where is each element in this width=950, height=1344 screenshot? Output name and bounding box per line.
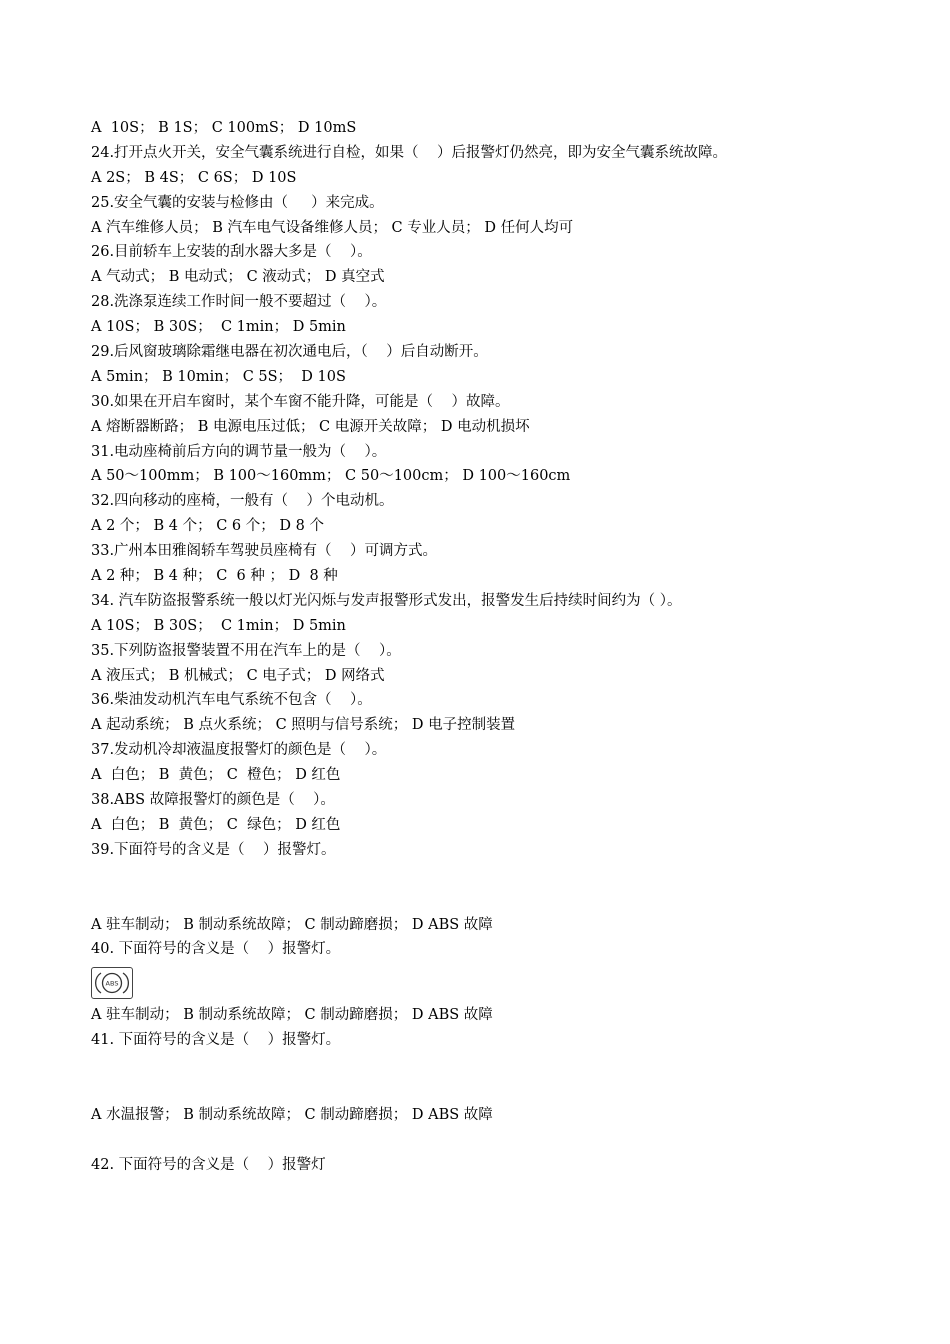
q40-options: A 驻车制动； B 制动系统故障； C 制动蹄磨损； D ABS 故障	[91, 1007, 493, 1024]
blank-space-q39-image	[91, 863, 910, 913]
text-line: 31.电动座椅前后方向的调节量一般为（ ）。	[91, 443, 387, 460]
text-line: 24.打开点火开关，安全气囊系统进行自检，如果（ ）后报警灯仍然亮，即为安全气囊系统故障。	[91, 144, 727, 161]
q42-question: 42. 下面符号的含义是（ ）报警灯	[91, 1156, 326, 1173]
text-line: A 2 种； B 4 种； C 6 种 ； D 8 种	[91, 568, 338, 585]
text-line: A 白色； B 黄色； C 绿色； D 红色	[91, 816, 341, 833]
options-line: A 10S； B 1S； C 100mS； D 10mS	[91, 120, 357, 136]
blank-space-q41-image	[91, 1053, 910, 1103]
q41-question: 41. 下面符号的含义是（ ）报警灯。	[91, 1032, 341, 1049]
text-line: 29.后风窗玻璃除霜继电器在初次通电后，（ ）后自动断开。	[91, 344, 488, 361]
text-line: 35.下列防盗报警装置不用在汽车上的是（ ）。	[91, 642, 401, 659]
text-line: 33.广州本田雅阁轿车驾驶员座椅有（ ）可调方式。	[91, 543, 437, 560]
text-line: 25.安全气囊的安装与检修由（ ）来完成。	[91, 194, 384, 211]
text-line: A 熔断器断路； B 电源电压过低； C 电源开关故障； D 电动机损坏	[91, 418, 530, 435]
text-line: 39.下面符号的含义是（ ）报警灯。	[91, 841, 336, 858]
abs-warning-icon	[91, 967, 133, 999]
text-line: A 汽车维修人员； B 汽车电气设备维修人员； C 专业人员； D 任何人均可	[91, 219, 574, 236]
q40-icon-row	[91, 962, 910, 1003]
text-line: 34. 汽车防盗报警系统一般以灯光闪烁与发声报警形式发出，报警发生后持续时间约为（ ）。	[91, 592, 682, 609]
text-line: A 2 个； B 4 个； C 6 个； D 8 个	[91, 518, 324, 535]
text-line: 38.ABS 故障报警灯的颜色是（ ）。	[91, 792, 335, 809]
q39-options: A 驻车制动； B 制动系统故障； C 制动蹄磨损； D ABS 故障	[91, 916, 493, 933]
text-line: A 10S； B 30S； C 1min； D 5min	[91, 617, 346, 634]
document-page	[91, 116, 910, 1178]
text-line: A 气动式； B 电动式； C 液动式； D 真空式	[91, 269, 385, 286]
abs-icon-label: ABS	[105, 979, 119, 988]
text-line: 36.柴油发动机汽车电气系统不包含（ ）。	[91, 692, 372, 709]
text-line: A 液压式； B 机械式； C 电子式； D 网络式	[91, 667, 385, 684]
q41-options: A 水温报警； B 制动系统故障； C 制动蹄磨损； D ABS 故障	[91, 1106, 493, 1123]
text-line: 26.目前轿车上安装的刮水器大多是（ ）。	[91, 244, 372, 261]
text-line: A 白色； B 黄色； C 橙色； D 红色	[91, 767, 341, 784]
text-line: 28.洗涤泵连续工作时间一般不要超过（ ）。	[91, 294, 387, 311]
text-line: A 50～100mm； B 100～160mm； C 50～100cm； D 100～160cm	[91, 468, 571, 485]
text-line: A 10S； B 30S； C 1min； D 5min	[91, 319, 346, 336]
question-list	[91, 116, 910, 863]
text-line: 30.如果在开启车窗时，某个车窗不能升降，可能是（ ）故障。	[91, 393, 510, 410]
text-line: 37.发动机冷却液温度报警灯的颜色是（ ）。	[91, 742, 387, 759]
text-line: 32.四向移动的座椅，一般有（ ）个电动机。	[91, 493, 394, 510]
text-line: A 5min； B 10min； C 5S； D 10S	[91, 368, 346, 385]
text-line: A 2S； B 4S； C 6S； D 10S	[91, 169, 297, 186]
blank-space	[91, 1128, 910, 1153]
text-line: A 起动系统； B 点火系统； C 照明与信号系统； D 电子控制装置	[91, 717, 516, 734]
q40-question: 40. 下面符号的含义是（ ）报警灯。	[91, 941, 341, 958]
